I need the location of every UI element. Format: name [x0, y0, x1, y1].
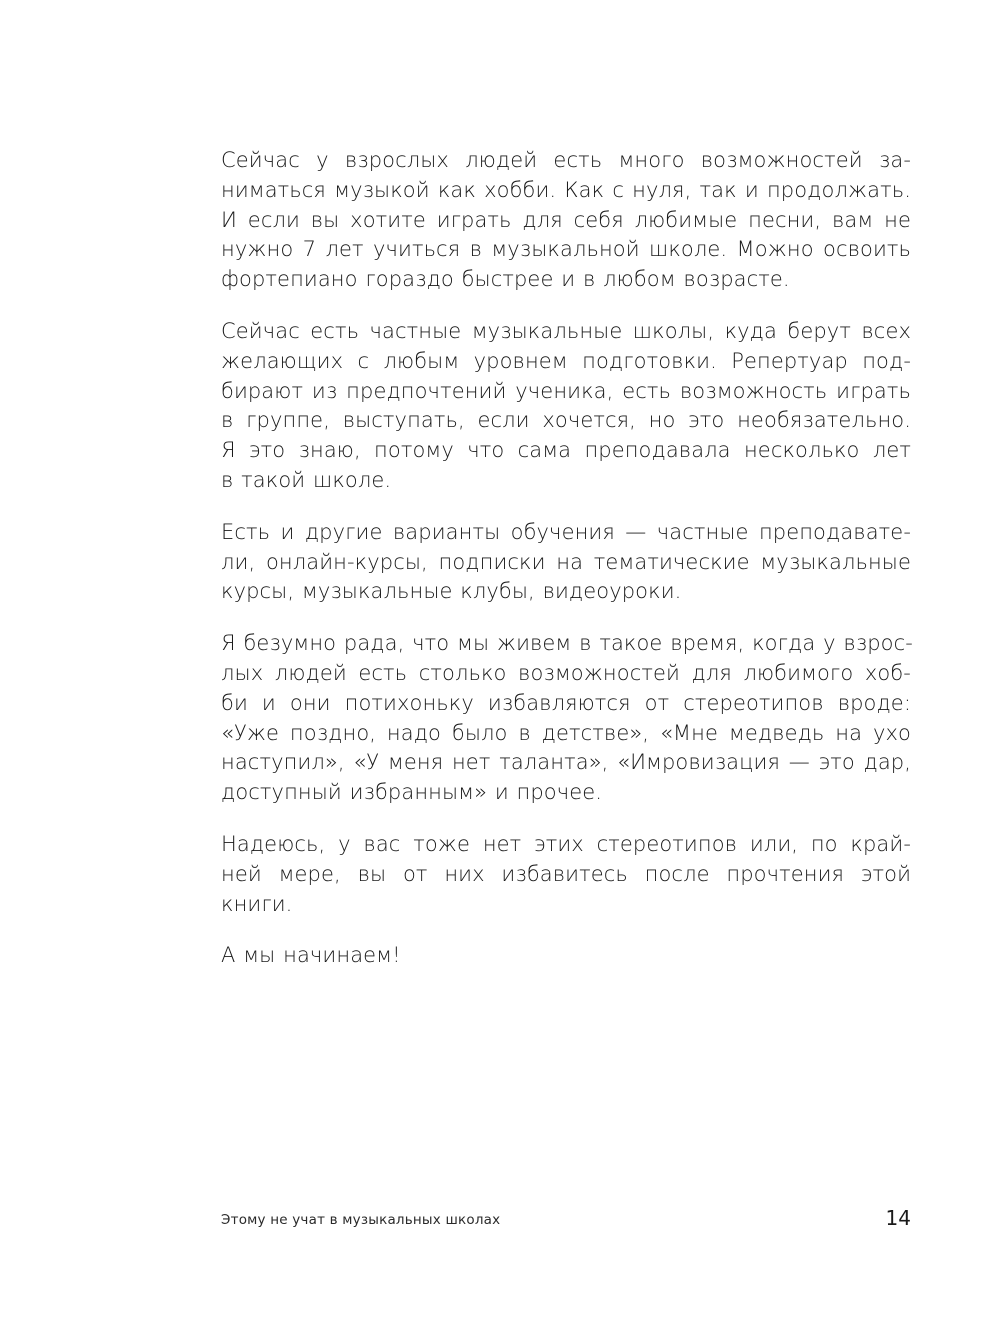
body-text [221, 146, 911, 993]
paragraph-6 [221, 941, 911, 971]
running-footer-title: Этому не учат в музыкальных школах [221, 1212, 501, 1228]
text-line: Надеюсь, у вас тоже нет этих стереотипов или, по край- [221, 831, 911, 856]
text-line: Я безумно рада, что мы живем в такое время, когда у взрос- [221, 631, 913, 656]
paragraph-4 [221, 629, 911, 808]
text-line: наступил», «У меня нет таланта», «Имровизация — это дар, [221, 750, 911, 775]
text-line: желающих с любым уровнем подготовки. Репертуар под- [221, 348, 911, 373]
text-line: «Уже поздно, надо было в детстве», «Мне медведь на ухо [221, 720, 911, 745]
text-line: в группе, выступать, если хочется, но это необязательно. [221, 408, 911, 433]
text-line: Сейчас у взрослых людей есть много возможностей за- [221, 148, 911, 172]
text-line: ней мере, вы от них избавитесь после прочтения этой [221, 861, 911, 886]
page-number: 14 [885, 1206, 911, 1230]
text-line: в такой школе. [221, 467, 392, 492]
text-line: би и они потихоньку избавляются от стереотипов вроде: [221, 690, 911, 715]
paragraph-1 [221, 146, 911, 295]
text-line: книги. [221, 891, 293, 916]
text-line: ниматься музыкой как хобби. Как с нуля, так и продолжать. [221, 177, 911, 202]
text-line: курсы, музыкальные клубы, видеоуроки. [221, 579, 682, 604]
text-line: Я это знаю, потому что сама преподавала несколько лет [221, 438, 911, 463]
text-line: доступный избранным» и прочее. [221, 780, 603, 805]
text-line: Сейчас есть частные музыкальные школы, куда берут всех [221, 318, 911, 343]
text-line: ли, онлайн-курсы, подписки на тематические музыкальные [221, 549, 911, 574]
paragraph-3 [221, 518, 911, 607]
text-line: Есть и другие варианты обучения — частные преподавате- [221, 519, 911, 544]
text-line: нужно 7 лет учиться в музыкальной школе. Можно освоить [221, 237, 911, 262]
text-line: И если вы хотите играть для себя любимые песни, вам не [221, 207, 911, 232]
paragraph-5 [221, 830, 911, 919]
text-line: фортепиано гораздо быстрее и в любом возрасте. [221, 267, 790, 292]
text-line: бирают из предпочтений ученика, есть возможность играть [221, 378, 911, 403]
paragraph-2 [221, 317, 911, 496]
text-line: лых людей есть столько возможностей для любимого хоб- [221, 660, 911, 685]
text-line: А мы начинаем! [221, 943, 401, 968]
